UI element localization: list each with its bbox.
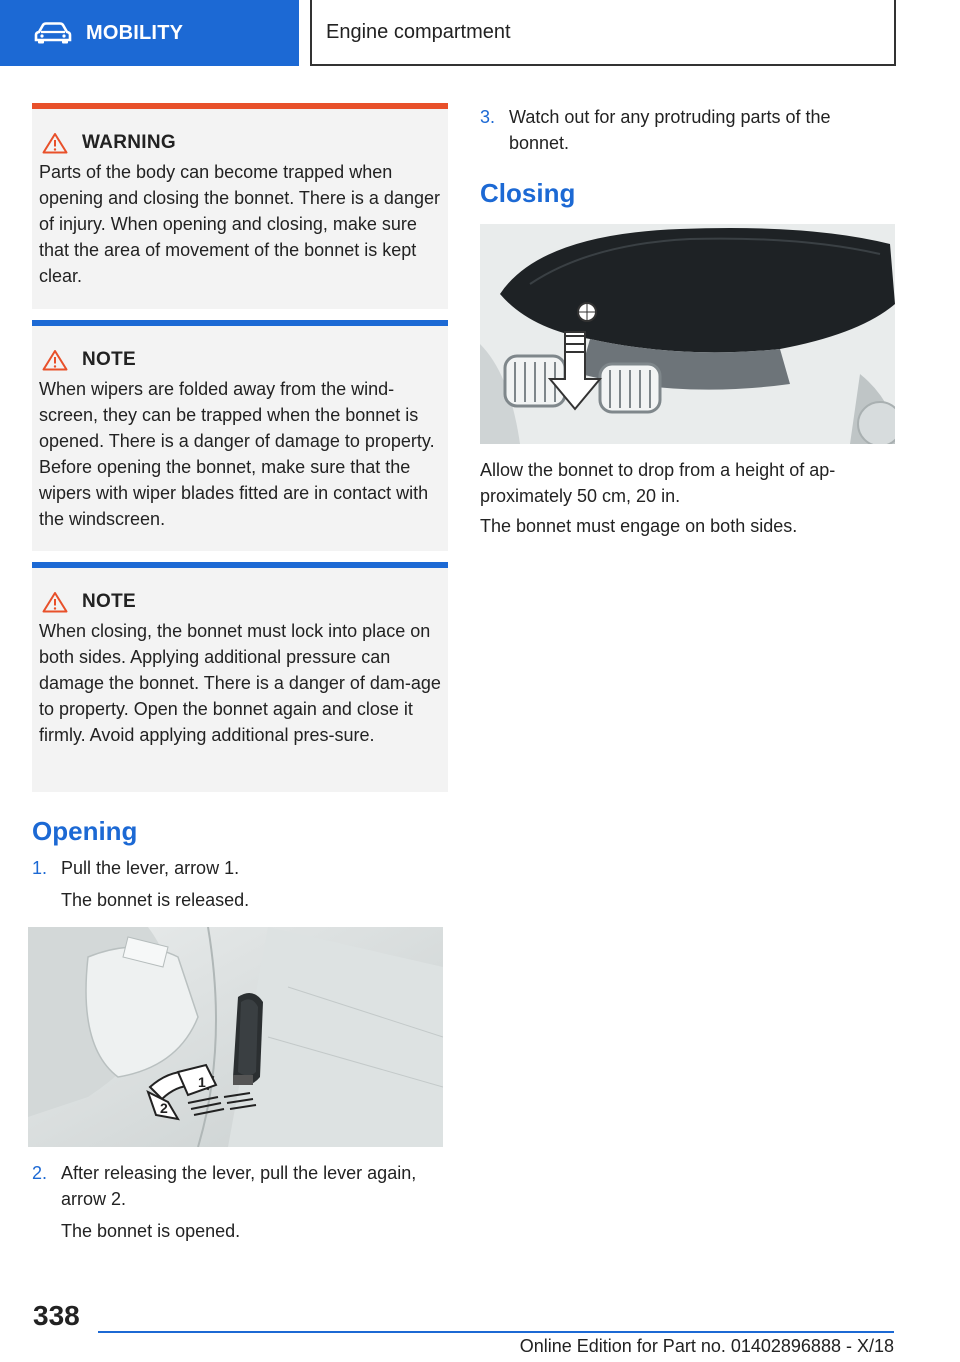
notice-heading: NOTE: [82, 349, 136, 370]
list-item: [32, 1160, 442, 1244]
arrow-label-1: 1: [198, 1074, 206, 1090]
step-number: 2.: [32, 1163, 48, 1183]
chapter-label: MOBILITY: [86, 21, 184, 44]
footer-divider: [98, 1331, 894, 1333]
warning-triangle-icon: [42, 349, 68, 371]
lever-image: [28, 927, 443, 1147]
list-item: [32, 855, 442, 913]
page-number: 338: [33, 1300, 80, 1331]
step-number: 1.: [32, 858, 48, 878]
list-item: [480, 104, 890, 156]
note-box: [32, 320, 448, 551]
step-result: The bonnet is opened.: [61, 1221, 241, 1241]
warning-box: [32, 103, 448, 309]
bonnet-illustration: [480, 224, 895, 444]
notice-heading: WARNING: [82, 132, 176, 153]
step-number: 3.: [480, 107, 496, 127]
section-title: Engine compartment: [326, 20, 511, 43]
step-result: The bonnet is released.: [61, 890, 250, 910]
step-text: Pull the lever, arrow 1.: [61, 858, 240, 878]
footer-edition: Online Edition for Part no. 01402896888 - X/18: [519, 1336, 894, 1356]
notice-text: When wipers are folded away from the wind‐screen, they can be trapped when the bonnet is opened. There is a danger of damage to property. Before opening the bonnet, make sure that the wipers with wiper blades fitted are in contact with the windscreen.: [39, 379, 435, 529]
step-text: Watch out for any protruding parts of the bonnet.: [509, 107, 831, 153]
section-header: [310, 0, 896, 66]
notice-heading: NOTE: [82, 591, 136, 612]
note-box: [32, 562, 448, 792]
step-text: After releasing the lever, pull the lever again, arrow 2.: [61, 1163, 417, 1209]
notice-text: Parts of the body can become trapped when opening and closing the bonnet. There is a danger of injury. When opening and closing, make sure that the area of movement of the bonnet is kept clear.: [39, 162, 440, 286]
lever-illustration: [28, 927, 443, 1147]
opening-heading: Opening: [32, 816, 138, 846]
warning-triangle-icon: [42, 132, 68, 154]
notice-text: When closing, the bonnet must lock into place on both sides. Applying additional pressure can damage the bonnet. There is a danger of dam‐age to property. Open the bonnet again and close it firmly. Avoid applying additional pres‐sure.: [39, 621, 441, 745]
car-icon: [34, 22, 72, 44]
closing-paragraph: The bonnet must engage on both sides.: [480, 516, 798, 536]
arrow-label-2: 2: [160, 1100, 168, 1116]
chapter-tab[interactable]: [0, 0, 299, 66]
bonnet-image: [480, 224, 895, 444]
warning-triangle-icon: [42, 591, 68, 613]
closing-heading: Closing: [480, 178, 576, 208]
closing-paragraph: Allow the bonnet to drop from a height of ap‐proximately 50 cm, 20 in.: [480, 460, 836, 506]
